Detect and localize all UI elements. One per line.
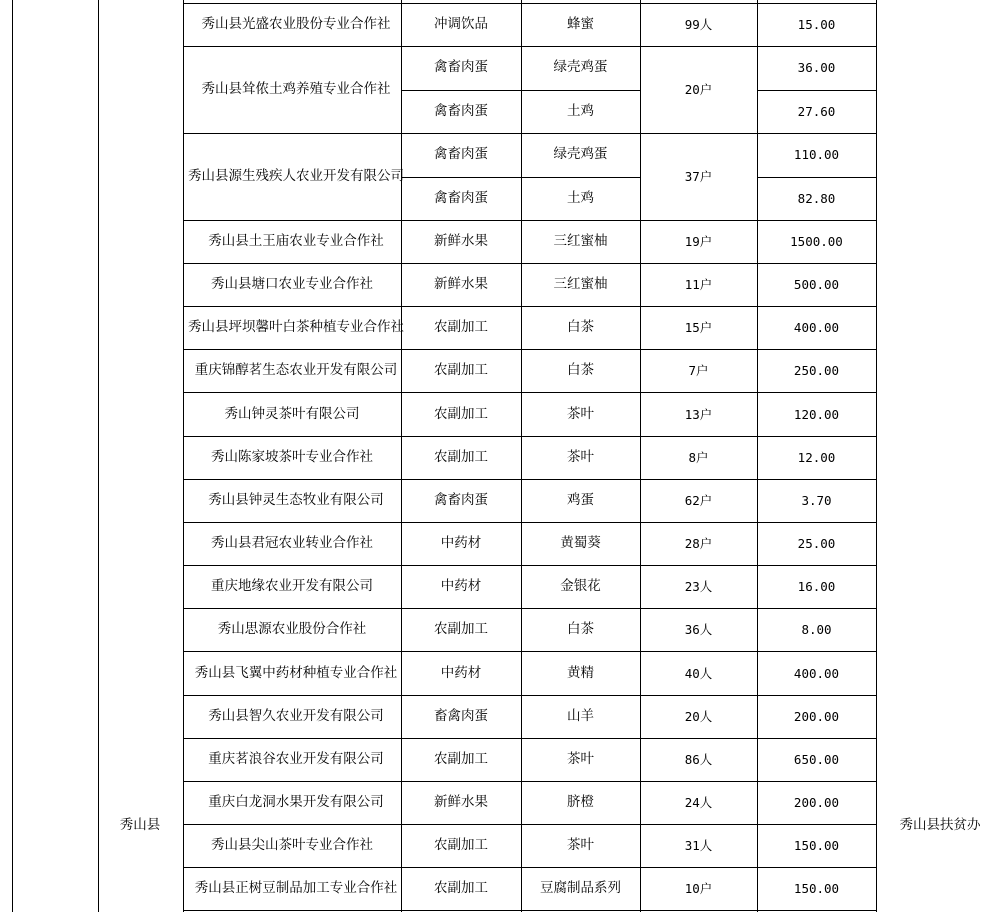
beneficiaries-cell: 99人 <box>684 17 713 32</box>
column-divider <box>12 0 13 912</box>
beneficiaries-cell: 13户 <box>684 406 713 422</box>
category-cell: 新鲜水果 <box>434 794 488 810</box>
county-cell: 秀山县 <box>119 816 161 833</box>
amount-cell: 200.00 <box>793 709 840 724</box>
beneficiaries-cell: 8户 <box>688 450 709 465</box>
category-cell: 冲调饮品 <box>434 16 488 32</box>
product-cell: 脐橙 <box>567 794 594 810</box>
company-cell: 秀山陈家坡茶叶专业合作社 <box>211 449 373 465</box>
company-cell: 秀山县源生残疾人农业开发有限公司 <box>188 168 404 184</box>
category-cell: 农副加工 <box>434 405 488 422</box>
product-cell: 蜂蜜 <box>567 16 594 32</box>
beneficiaries-cell: 28户 <box>684 536 713 551</box>
category-cell: 农副加工 <box>434 880 488 896</box>
category-cell: 农副加工 <box>434 362 488 378</box>
company-cell: 秀山县君冠农业转业合作社 <box>211 535 373 551</box>
category-cell: 新鲜水果 <box>434 276 488 292</box>
category-cell: 畜禽肉蛋 <box>434 708 488 724</box>
category-cell: 新鲜水果 <box>434 233 488 249</box>
beneficiaries-cell: 23人 <box>684 579 713 594</box>
company-cell: 秀山县飞翼中药材种植专业合作社 <box>194 664 398 681</box>
category-cell: 中药材 <box>440 664 482 681</box>
product-cell: 山羊 <box>567 708 594 724</box>
category-cell: 禽畜肉蛋 <box>434 189 488 206</box>
amount-cell: 12.00 <box>797 450 836 465</box>
category-cell: 农副加工 <box>434 621 488 637</box>
beneficiaries-cell: 24人 <box>684 795 713 810</box>
amount-cell: 3.70 <box>801 493 832 508</box>
company-cell: 重庆白龙洞水果开发有限公司 <box>208 794 384 810</box>
amount-cell: 36.00 <box>797 60 836 76</box>
category-cell: 中药材 <box>440 535 482 551</box>
company-cell: 重庆地缘农业开发有限公司 <box>211 578 373 594</box>
product-cell: 土鸡 <box>567 189 594 206</box>
category-cell: 禽畜肉蛋 <box>434 102 488 119</box>
beneficiaries-cell: 15户 <box>684 320 713 335</box>
company-cell: 秀山县光盛农业股份专业合作社 <box>201 16 391 32</box>
beneficiaries-cell: 20人 <box>684 709 713 724</box>
product-cell: 绿壳鸡蛋 <box>553 59 608 76</box>
amount-cell: 110.00 <box>793 147 840 163</box>
beneficiaries-cell: 31人 <box>684 838 713 853</box>
column-divider <box>876 0 877 912</box>
product-cell: 三红蜜柚 <box>553 276 608 292</box>
product-cell: 黄蜀葵 <box>560 535 601 551</box>
beneficiaries-cell: 36人 <box>684 622 713 637</box>
beneficiaries-cell: 11户 <box>684 277 713 292</box>
amount-cell: 15.00 <box>797 17 836 32</box>
company-cell: 秀山县坪坝馨叶白茶种植专业合作社 <box>188 319 404 335</box>
company-cell: 秀山县耸侬土鸡养殖专业合作社 <box>201 81 391 97</box>
product-cell: 白茶 <box>567 319 594 335</box>
product-cell: 鸡蛋 <box>567 492 594 508</box>
beneficiaries-cell: 20户 <box>684 82 713 97</box>
company-cell: 秀山县土王庙农业专业合作社 <box>208 233 384 249</box>
product-cell: 绿壳鸡蛋 <box>553 146 608 163</box>
company-cell: 秀山钟灵茶叶有限公司 <box>224 405 360 422</box>
column-divider <box>98 0 99 912</box>
amount-cell: 150.00 <box>793 838 840 853</box>
amount-cell: 120.00 <box>793 406 840 422</box>
amount-cell: 16.00 <box>797 579 836 594</box>
category-cell: 禽畜肉蛋 <box>434 492 488 508</box>
company-cell: 秀山县钟灵生态牧业有限公司 <box>208 492 384 508</box>
amount-cell: 650.00 <box>793 752 840 767</box>
amount-cell: 200.00 <box>793 795 840 810</box>
product-cell: 金银花 <box>560 578 601 594</box>
company-cell: 秀山县尖山茶叶专业合作社 <box>211 837 373 853</box>
amount-cell: 25.00 <box>797 536 836 551</box>
category-cell: 农副加工 <box>434 449 488 465</box>
beneficiaries-cell: 62户 <box>684 493 713 508</box>
company-cell: 秀山思源农业股份合作社 <box>217 621 367 637</box>
amount-cell: 27.60 <box>797 103 836 119</box>
beneficiaries-cell: 37户 <box>684 169 713 184</box>
amount-cell: 250.00 <box>793 363 840 378</box>
category-cell: 农副加工 <box>434 751 488 767</box>
product-cell: 白茶 <box>567 621 594 637</box>
company-cell: 秀山县塘口农业专业合作社 <box>211 276 373 292</box>
product-cell: 茶叶 <box>567 449 594 465</box>
product-cell: 黄精 <box>567 664 594 681</box>
category-cell: 农副加工 <box>434 837 488 853</box>
beneficiaries-cell: 40人 <box>684 665 713 681</box>
beneficiaries-cell: 19户 <box>684 234 713 249</box>
amount-cell: 8.00 <box>801 622 832 637</box>
row-divider <box>183 910 876 911</box>
beneficiaries-cell: 86人 <box>684 752 713 767</box>
department-cell: 秀山县扶贫办 <box>899 816 981 833</box>
product-cell: 茶叶 <box>567 405 594 422</box>
company-cell: 重庆锦醇茗生态农业开发有限公司 <box>194 362 398 378</box>
beneficiaries-cell: 10户 <box>684 881 713 896</box>
product-cell: 白茶 <box>567 362 594 378</box>
company-cell: 秀山县正树豆制品加工专业合作社 <box>194 880 398 896</box>
product-cell: 茶叶 <box>567 751 594 767</box>
category-cell: 农副加工 <box>434 319 488 335</box>
amount-cell: 82.80 <box>797 190 836 206</box>
amount-cell: 500.00 <box>793 277 840 292</box>
amount-cell: 1500.00 <box>790 234 843 249</box>
amount-cell: 150.00 <box>793 881 840 896</box>
product-cell: 茶叶 <box>567 837 594 853</box>
product-cell: 土鸡 <box>567 102 594 119</box>
category-cell: 禽畜肉蛋 <box>434 59 488 76</box>
product-cell: 三红蜜柚 <box>553 233 608 249</box>
product-cell: 豆腐制品系列 <box>540 880 621 896</box>
amount-cell: 400.00 <box>793 665 840 681</box>
company-cell: 秀山县智久农业开发有限公司 <box>208 708 384 724</box>
company-cell: 重庆茗浪谷农业开发有限公司 <box>208 751 384 767</box>
category-cell: 禽畜肉蛋 <box>434 146 488 163</box>
beneficiaries-cell: 7户 <box>688 363 709 378</box>
amount-cell: 400.00 <box>793 320 840 335</box>
category-cell: 中药材 <box>440 578 482 594</box>
